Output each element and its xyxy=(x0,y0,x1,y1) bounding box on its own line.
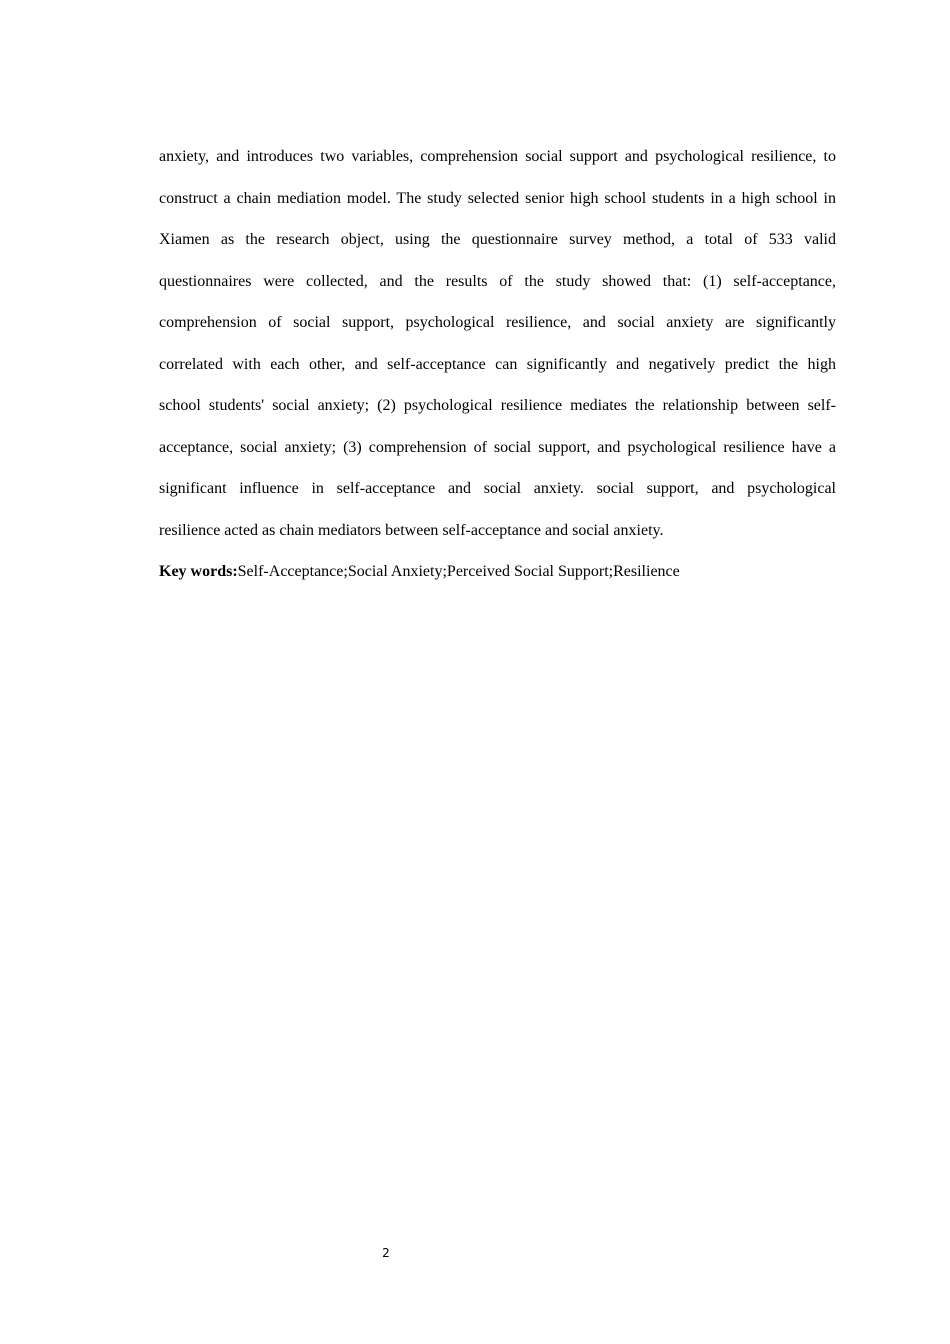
abstract-line: school students' social anxiety; (2) psychological resilience mediates the relationship between self- xyxy=(159,397,836,414)
keywords-value: Self-Acceptance;Social Anxiety;Perceived Social Support;Resilience xyxy=(237,563,680,580)
abstract-line: questionnaires were collected, and the results of the study showed that: (1) self-acceptance, xyxy=(159,272,836,290)
page-number: 2 xyxy=(382,1246,390,1260)
abstract-line: construct a chain mediation model. The study selected senior high school students in a high school in xyxy=(159,189,836,207)
keywords-label: Key words: xyxy=(159,563,238,580)
abstract-line: significant influence in self-acceptance and social anxiety. social support, and psychological xyxy=(159,480,836,497)
abstract-line: correlated with each other, and self-acceptance can significantly and negatively predict the high xyxy=(159,355,836,373)
abstract-line: anxiety, and introduces two variables, comprehension social support and psychological resilience, to xyxy=(159,148,836,165)
abstract-line: acceptance, social anxiety; (3) comprehension of social support, and psychological resilience have a xyxy=(159,438,836,456)
abstract-line: Xiamen as the research object, using the questionnaire survey method, a total of 533 valid xyxy=(159,231,836,248)
abstract-line: resilience acted as chain mediators between self-acceptance and social anxiety. xyxy=(159,521,664,539)
abstract-body xyxy=(159,142,836,557)
abstract-line: comprehension of social support, psychological resilience, and social anxiety are significantly xyxy=(159,314,836,331)
keywords-line xyxy=(159,557,680,587)
